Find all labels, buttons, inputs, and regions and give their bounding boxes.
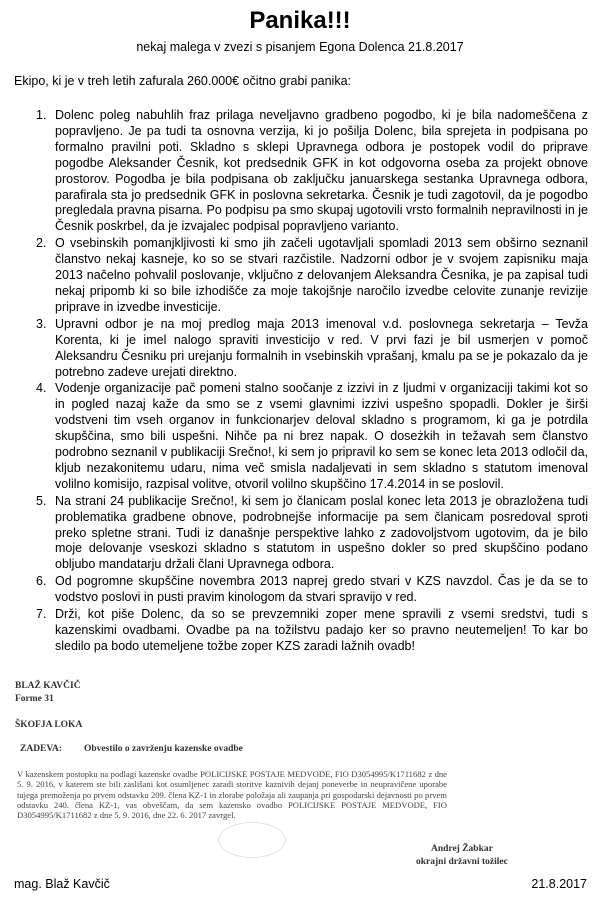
item-number: 7. xyxy=(36,607,47,622)
document-title: Panika!!! xyxy=(249,7,351,34)
item-text: Upravni odbor je na moj predlog maja 2013 imenoval v.d. poslovnega sekretarja – Tevža Korenta, ki je imel nalogo spraviti investicijo v red. V prvi fazi je bil usmerjen v pomoč Aleksandru Česniku pri urejanju formalnih in vsebinskih vprašanj, kmalu pa se je pokazalo da je potrebno zadeve urejati direktno. xyxy=(55,316,588,379)
list-item xyxy=(36,381,588,492)
subject-text: Obvestilo o zavrženju kazenske ovadbe xyxy=(84,744,243,754)
footer-date: 21.8.2017 xyxy=(531,877,587,891)
item-number: 4. xyxy=(36,381,47,396)
item-number: 3. xyxy=(36,316,47,331)
item-text: Dolenc poleg nabuhlih fraz prilaga neveljavno gradbeno pogodbo, ki je bila nadomeščena z popravljeno. Je pa tudi ta osnovna verzija, ki jo pošilja Dolenc, bila sprejeta in podpisana po formalno pravilni poti. Skladno s sklepi Upravnega odbora je postopek vodil do priprave pogodbe Aleksander Česnik, kot predsednik GFK in kot odgovorna oseba za projekt obnove prostorov. Pogodba je bila podpisana ob zaključku januarskega sestanka Upravnega odbora, parafirala sta jo predsednik GFK in poslovna sekretarka. Česnik je tudi zagotovil, da je pogodbo pregledala pravna pisarna. Po podpisu pa smo skupaj ugotovili vrsto formalnih nepravilnosti in je Česnik poskrbel, da je izvajalec podpisal popravljeno varianto. xyxy=(55,108,588,234)
item-number: 1. xyxy=(36,108,47,122)
item-number: 5. xyxy=(36,493,47,508)
document-subtitle: nekaj malega v zvezi s pisanjem Egona Dolenca 21.8.2017 xyxy=(136,40,464,54)
signer-name: Andrej Žabkar xyxy=(430,844,493,854)
item-text: Od pogromne skupščine novembra 2013 naprej gredo stvari v KZS navzdol. Čas je da se to vodstvo poslovi in pusti pravim kinologom da stvari spravijo v red. xyxy=(55,574,588,605)
list-item xyxy=(36,236,588,316)
faint-stamp xyxy=(218,822,286,858)
item-text: Vodenje organizacije pač pomeni stalno soočanje z izzivi in z ljudmi v organizaciji takimi kot so in pogled nazaj kaže da smo se z vsemi glavnimi izzivi uspešno spopadli. Dokler je širši vodstveni tim vseh organov in funkcionarjev deloval skladno s programom, ki ga je potrdila skupščina, smo bili uspešni. Nihče pa ni brez napak. O doseżkih in težavah sem članstvo podrobno seznanil v publikaciji Srečno!, ki sem jo pripravil ko sem se konec leta 2013 odločil da, kljub nezakonitemu udaru, nima več smisla nadaljevati in sem skladno s statutom imenoval volilno komisijo, razpisal volitve, otvoril volilno skupščino 17.4.2014 in se poslovil. xyxy=(55,381,588,491)
subject-label: ZADEVA: xyxy=(20,744,63,754)
list-item xyxy=(36,108,588,235)
scanned-notice xyxy=(12,676,588,866)
sender-block xyxy=(15,680,81,706)
signer-block xyxy=(416,843,508,869)
intro-paragraph: Ekipo, ki je v treh letih zafurala 260.000€ očitno grabi panika: xyxy=(14,74,352,88)
item-text: Na strani 24 publikacije Srečno!, ki sem jo članicam poslal konec leta 2013 je obrazložena tudi problematika gradbene obnove, podrobnejše informacije pa sem članicam posredoval sproti preko spletne strani. Tudi iz današnje perspektive lahko z zadovoljstvom ugotovim, da je bilo moje delovanje vseskozi skladno s statutom in uspešno dokler so pred skupščino podano obljubo mandatarju držali člani Upravnega odbora. xyxy=(55,493,588,572)
footer-author: mag. Blaž Kavčič xyxy=(14,877,110,891)
item-text: Drži, kot piše Dolenc, da so se prevzemniki zoper mene spravili z vsemi sredstvi, tudi s kazenskimi ovadbami. Ovadbe pa na tožilstvu padajo ker so pravno neutemeljen! To kar bo sledilo pa bodo utemeljene tožbe zoper KZS zaradi lažnih ovadb! xyxy=(55,607,588,653)
list-item xyxy=(36,574,588,606)
item-text: O vsebinskih pomanjkljivosti ki smo jih začeli ugotavljali spomladi 2013 sem obširno seznanil članstvo nekaj kasneje, ko so se stvari razčistile. Nadzorni odbor je v svojem zapisniku maja 2013 načelno pohvalil poslovanje, vključno z delovanjem Aleksandra Česnika, je pa zapisal tudi nekaj pripomb ki so bile izhodišče za moje takojšnje naročilo izvedbe celovite zunanje revizije priprave in izvedbe investicije. xyxy=(55,236,588,314)
list-item xyxy=(36,494,588,574)
list-item xyxy=(36,607,588,655)
sender-city: ŠKOFJA LOKA xyxy=(15,720,83,730)
notice-body: V kazenskem postopku na podlagi kazenske ovadbe POLICIJSKE POSTAJE MEDVODE, FIO D3054995/K1711682 z dne 5. 9. 2016, v katerem ste bili zaslišani kot osumljenec zaradi storitve kaznivih dejanj poneverbe in neupravičene uporabe tujega premoženja po prvem odstavku 209. člena KZ-1 in zlorabe položaja ali zaupanja pri gospodarski dejavnosti po prvem odstavku 240. člena KZ-1, vas obveščam, da sem kazensko ovadbo POLICIJSKE POSTAJE MEDVODE, FIO D3054995/K1711682 z dne 5. 9. 2016, dne 22. 6. 2017 zavrgel. xyxy=(17,769,447,821)
sender-name: BLAŽ KAVČIČ xyxy=(15,681,81,691)
item-number: 2. xyxy=(36,236,47,251)
sender-address: Forme 31 xyxy=(15,694,54,704)
signer-title: okrajni državni tožilec xyxy=(416,857,508,867)
numbered-points-list xyxy=(36,108,588,656)
list-item xyxy=(36,317,588,381)
item-number: 6. xyxy=(36,574,47,589)
